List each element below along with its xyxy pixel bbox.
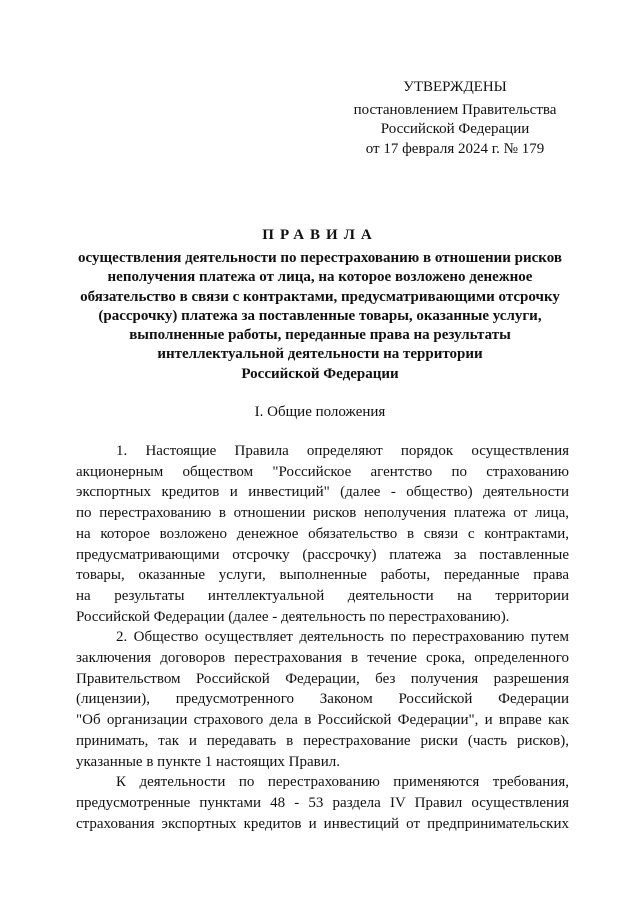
rules-subtitle bbox=[70, 249, 570, 384]
text-line: Российской Федерации (далее - деятельность по перестрахованию). bbox=[76, 608, 510, 625]
text-line: заключения договоров перестрахования в течение срока, определенного bbox=[76, 650, 569, 667]
approval-stamp-block bbox=[330, 78, 580, 159]
paragraph-2 bbox=[76, 627, 569, 772]
approval-line-3: от 17 февраля 2024 г. № 179 bbox=[365, 140, 545, 157]
text-line: указанные в пункте 1 настоящих Правил. bbox=[76, 753, 341, 770]
text-line: 1. Настоящие Правила определяют порядок осуществления bbox=[116, 443, 569, 459]
text-line: страхования экспортных кредитов и инвестиций от предпринимательских bbox=[76, 815, 569, 832]
text-line: К деятельности по перестрахованию применяются требования, bbox=[116, 774, 569, 791]
text-line: на результаты интеллектуальной деятельности на территории bbox=[76, 587, 569, 604]
text-line: на которое возложено денежное обязательство в связи с контрактами, bbox=[76, 525, 569, 542]
text-line: по перестрахованию в отношении рисков неполучения платежа от лица, bbox=[76, 505, 569, 522]
rules-subtitle-line: Российской Федерации bbox=[241, 365, 399, 382]
rules-subtitle-line: выполненные работы, переданные права на результаты bbox=[129, 327, 511, 344]
rules-subtitle-line: (рассрочку) платежа за поставленные товары, оказанные услуги, bbox=[98, 307, 542, 324]
text-line: "Об организации страхового дела в Российской Федерации", и вправе как bbox=[76, 712, 569, 729]
text-line: (лицензии), предусмотренного Законом Российской Федерации bbox=[76, 691, 569, 708]
text-line: принимать, так и передавать в перестрахование риски (часть рисков), bbox=[76, 732, 569, 749]
section-heading: I. Общие положения bbox=[254, 404, 386, 420]
text-line: предусмотренные пунктами 48 - 53 раздела IV Правил осуществления bbox=[76, 794, 569, 811]
rules-subtitle-line: обязательство в связи с контрактами, предусматривающими отсрочку bbox=[80, 288, 560, 305]
document-body bbox=[76, 441, 569, 834]
rules-subtitle-line: интеллектуальной деятельности на территории bbox=[157, 346, 483, 363]
text-line: Правительством Российской Федерации, без получения разрешения bbox=[76, 670, 569, 687]
text-line: акционерным обществом "Российское агентство по страхованию bbox=[76, 463, 569, 480]
paragraph-1 bbox=[76, 441, 569, 627]
text-line: 2. Общество осуществляет деятельность по перестрахованию путем bbox=[116, 629, 569, 646]
rules-subtitle-line: осуществления деятельности по перестрахованию в отношении рисков bbox=[78, 250, 562, 266]
paragraph-3 bbox=[76, 772, 569, 834]
approval-line-2: Российской Федерации bbox=[380, 121, 530, 137]
approved-label: УТВЕРЖДЕНЫ bbox=[403, 79, 507, 95]
rules-subtitle-line: неполучения платежа от лица, на которое возложено денежное bbox=[107, 269, 533, 286]
rules-heading: ПРАВИЛА bbox=[262, 227, 378, 243]
text-line: экспортных кредитов и инвестиций" (далее - общество) деятельности bbox=[76, 484, 569, 501]
text-line: товары, оказанные услуги, выполненные работы, переданные права bbox=[76, 567, 569, 584]
approval-line-1: постановлением Правительства bbox=[353, 101, 557, 118]
text-line: предусматривающими отсрочку (рассрочку) платежа за поставленные bbox=[76, 546, 569, 563]
